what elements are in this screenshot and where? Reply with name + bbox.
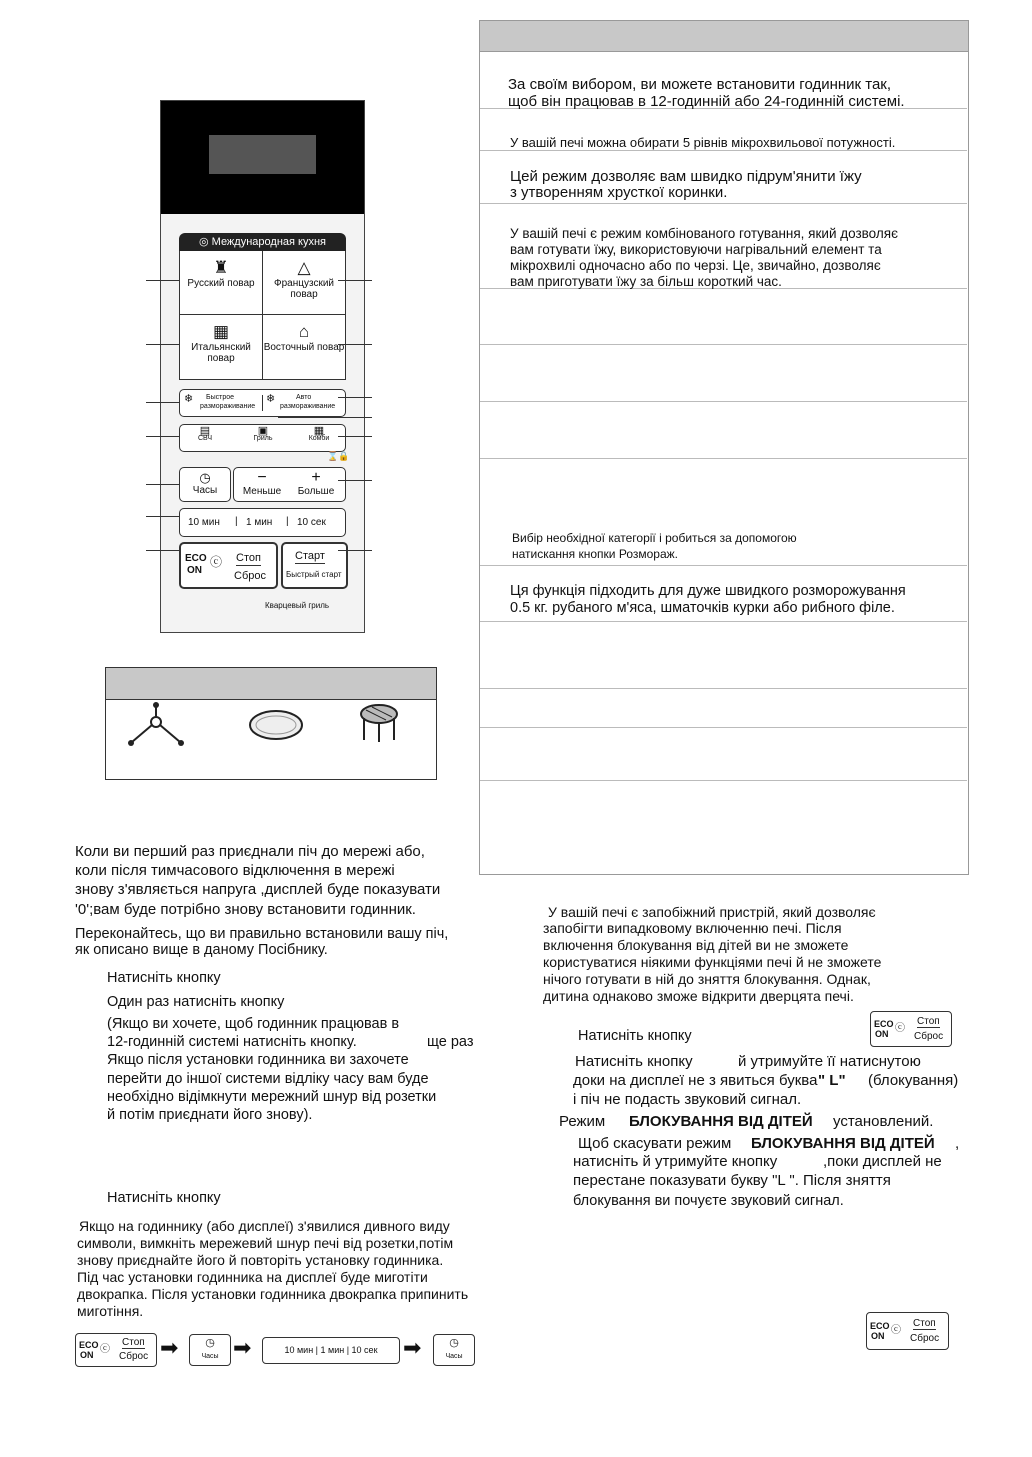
kremlin-icon: ♜ bbox=[213, 258, 229, 277]
intro-text-3: знову з'являється напруга ,дисплей буде показувати bbox=[75, 881, 441, 898]
clock-system-text-2: щоб він працював в 12-годинній або 24-годинній системі. bbox=[508, 93, 905, 110]
minus-button[interactable]: − Меньше bbox=[236, 470, 288, 498]
unlock-eco-icon: ⓒ bbox=[891, 1325, 901, 1336]
roller-ring-icon bbox=[126, 702, 186, 750]
grill-text: Цей режим дозволяє вам швидко підрум'янити їжу bbox=[510, 168, 862, 185]
microwave-button[interactable]: ▤ СВЧ bbox=[190, 427, 220, 443]
lock-intro-1: У вашій печі є запобіжний пристрій, який дозволяє bbox=[548, 904, 876, 920]
combi-text-3: мікрохвилі одночасно або по черзі. Це, звичайно, дозволяє bbox=[510, 258, 881, 273]
lock-cancel-d: натисніть й утримуйте кнопку bbox=[573, 1153, 778, 1170]
microwave-icon: ▤ bbox=[199, 425, 211, 437]
mosque-icon: ⌂ bbox=[298, 322, 310, 341]
start-button[interactable]: Старт Быстрый старт bbox=[281, 542, 348, 589]
lock-cancel-c: , bbox=[955, 1135, 960, 1152]
snowflake-icon: ❄ bbox=[184, 393, 194, 405]
italian-chef-button[interactable]: ▦ Итальянский повар bbox=[180, 315, 262, 378]
step2-text: Один раз натисніть кнопку bbox=[107, 994, 285, 1010]
lock-step2-c: доки на дисплеї не з явиться буква bbox=[573, 1072, 818, 1089]
lock-intro-3: включення блокування від дітей ви не зможете bbox=[543, 937, 849, 953]
lock-intro-2: запобігти випадковому включенню печі. Після bbox=[543, 920, 842, 936]
note-text-6: необхідно відімкнути мережний шнур від розетки bbox=[107, 1089, 437, 1105]
combi-text-2: вам готувати їжу, використовуючи нагрівальний елемент та bbox=[510, 242, 882, 257]
arrow-icon-1: ➡ bbox=[160, 1335, 179, 1360]
seq-clock-icon: ◷ bbox=[205, 1337, 215, 1349]
note-text-4: Якщо після установки годинника ви захочете bbox=[107, 1052, 409, 1068]
seq-time-row[interactable]: 10 мин | 1 мин | 10 сек bbox=[262, 1337, 400, 1364]
cuisine-header: ◎ Международная кухня bbox=[179, 233, 346, 251]
control-panel bbox=[160, 100, 365, 633]
note-text-3: ще раз bbox=[427, 1034, 474, 1050]
clock-icon: ◷ bbox=[199, 470, 211, 485]
seq-eco-icon: ⓒ bbox=[100, 1344, 110, 1355]
lock-intro-4: користуватися ніякими функціями печі й не зможете bbox=[543, 954, 882, 970]
lock-step2-b: й утримуйте її натиснутою bbox=[738, 1053, 921, 1070]
combi-icon: ▦ bbox=[313, 425, 325, 437]
note-text-2: 12-годинній системі натисніть кнопку. bbox=[107, 1034, 357, 1050]
intro-text-4: '0';вам буде потрібно знову встановити годинник. bbox=[75, 901, 416, 918]
lock-cancel-g: блокування ви почуєте звуковий сигнал. bbox=[573, 1193, 844, 1209]
accessories-table bbox=[105, 667, 437, 780]
display-screen bbox=[209, 135, 316, 174]
panel-footer: Кварцевый гриль bbox=[265, 601, 330, 610]
grill-button[interactable]: ▣ Гриль bbox=[246, 427, 280, 443]
defrost-category-text: Вибір необхідної категорії і робиться за допомогою bbox=[512, 531, 797, 545]
lock-eco-icon: ⓒ bbox=[895, 1023, 905, 1034]
combi-text: У вашій печі є режим комбінованого готування, який дозволяє bbox=[510, 226, 898, 241]
globe-icon: ◎ bbox=[198, 236, 209, 248]
fast-defrost-text-2: 0.5 кг. рубаного м'яса, шматочків курки або рибного філе. bbox=[510, 600, 895, 616]
grill-icon: ▣ bbox=[257, 425, 269, 437]
seq-eco-stop-button[interactable]: ECO ON ⓒ Стоп Сброс bbox=[75, 1333, 157, 1367]
lock-set-b: БЛОКУВАННЯ ВІД ДІТЕЙ bbox=[629, 1113, 813, 1130]
eco-icon: ⓒ bbox=[210, 555, 223, 569]
minus-icon: − bbox=[257, 469, 267, 486]
lock-cancel-f: перестане показувати букву "L ". Після зняття bbox=[573, 1172, 891, 1189]
check-text-1: Переконайтесь, що ви правильно встановили вашу піч, bbox=[75, 926, 449, 942]
cuisine-grid bbox=[179, 251, 346, 380]
unlock-eco-stop-button[interactable]: ECO ON ⓒ Стоп Сброс bbox=[866, 1312, 949, 1350]
power-levels-text: У вашій печі можна обирати 5 рівнів мікрохвильової потужності. bbox=[510, 135, 896, 150]
eco-stop-button[interactable]: ECO ON ⓒ Стоп Сброс bbox=[179, 542, 278, 589]
french-chef-button[interactable]: △ Французский повар bbox=[263, 251, 345, 314]
intro-text-1: Коли ви перший раз приєднали піч до мережі або, bbox=[75, 843, 425, 860]
lock-step1: Натисніть кнопку bbox=[578, 1028, 692, 1044]
intro-text-2: коли після тимчасового відключення в мережі bbox=[75, 862, 395, 879]
minus-plus-row bbox=[233, 467, 346, 502]
note-text-7: й потім приєднати його знову). bbox=[107, 1107, 313, 1123]
warn-text-1: Якщо на годиннику (або дисплеї) з'явилися дивного виду bbox=[79, 1218, 450, 1234]
lock-cancel-b: БЛОКУВАННЯ ВІД ДІТЕЙ bbox=[751, 1135, 935, 1152]
lock-cancel-e: ,поки дисплей не bbox=[823, 1153, 942, 1170]
combi-button[interactable]: ▦ Комби bbox=[302, 427, 336, 443]
oriental-chef-button[interactable]: ⌂ Восточный повар bbox=[263, 322, 345, 353]
one-min-button[interactable]: 1 мин bbox=[246, 517, 273, 528]
ten-sec-button[interactable]: 10 сек bbox=[297, 517, 326, 528]
time-row: 10 мин | 1 мин | 10 сек bbox=[179, 508, 346, 537]
lock-set-a: Режим bbox=[559, 1113, 606, 1130]
lock-hourglass-icon: ⌛🔒 bbox=[327, 451, 350, 461]
step1-text: Натисніть кнопку bbox=[107, 970, 221, 986]
defrost-category-text-2: натискання кнопки Розмораж. bbox=[512, 547, 678, 561]
grill-rack-icon bbox=[356, 702, 402, 746]
warn-text-2: символи, вимкніть мережевий шнур печі від розетки,потім bbox=[77, 1235, 454, 1251]
warn-text-5: двокрапка. Після установки годинника двокрапка припинить bbox=[77, 1286, 469, 1302]
mode-row bbox=[179, 424, 346, 452]
note-text-1: (Якщо ви хочете, щоб годинник працював в bbox=[107, 1016, 400, 1032]
auto-snowflake-icon: ❄ bbox=[266, 393, 276, 405]
arrow-icon-2: ➡ bbox=[233, 1335, 252, 1360]
seq-clock-button[interactable]: ◷ Часы bbox=[189, 1334, 231, 1366]
turntable-icon bbox=[248, 708, 304, 742]
fast-defrost-button[interactable]: ❄ Быстрое размораживание bbox=[184, 393, 256, 410]
lock-step2-a: Натисніть кнопку bbox=[575, 1053, 693, 1070]
pisa-tower-icon: ▦ bbox=[212, 322, 230, 341]
russian-chef-button[interactable]: ♜ Русский повар bbox=[180, 251, 262, 314]
clock-button[interactable]: ◷ Часы bbox=[179, 467, 231, 502]
lock-eco-stop-button[interactable]: ECO ON ⓒ Стоп Сброс bbox=[870, 1011, 952, 1047]
seq-clock-icon-2: ◷ bbox=[449, 1337, 459, 1349]
fast-defrost-text: Ця функція підходить для дуже швидкого розморожування bbox=[510, 583, 906, 599]
lock-intro-5: нічого готувати в ній до зняття блокування. Однак, bbox=[543, 971, 871, 987]
eiffel-tower-icon: △ bbox=[297, 258, 311, 277]
auto-defrost-button[interactable]: ❄ Авто размораживание bbox=[266, 393, 336, 410]
features-table-header bbox=[480, 21, 968, 52]
note-text-5: перейти до іншої системи відліку часу вам буде bbox=[107, 1071, 429, 1087]
lock-cancel-a: Щоб скасувати режим bbox=[578, 1135, 732, 1152]
lock-step2-d: " L" bbox=[818, 1072, 846, 1089]
warn-text-3: знову приєднайте його й повторіть установку годинника. bbox=[77, 1252, 444, 1268]
check-text-2: як описано вище в даному Посібнику. bbox=[75, 942, 328, 958]
seq-clock-button-2[interactable]: ◷ Часы bbox=[433, 1334, 475, 1366]
display-area bbox=[161, 101, 364, 214]
plus-icon: + bbox=[311, 469, 321, 486]
lock-step2-f: і піч не подасть звуковий сигнал. bbox=[573, 1091, 802, 1108]
combi-text-4: вам приготувати їжу за більш короткий час. bbox=[510, 274, 782, 289]
lock-step2-e: (блокування) bbox=[868, 1072, 959, 1089]
defrost-row bbox=[179, 389, 346, 417]
accessories-header bbox=[106, 668, 436, 700]
step3-text: Натисніть кнопку bbox=[107, 1190, 221, 1206]
lock-intro-6: дитина однаково зможе відкрити дверцята печі. bbox=[543, 988, 854, 1004]
lock-set-c: установлений. bbox=[833, 1113, 934, 1130]
plus-button[interactable]: + Больше bbox=[290, 470, 342, 498]
warn-text-4: Під час установки годинника на дисплеї буде миготіти bbox=[77, 1269, 428, 1285]
grill-text-2: з утворенням хрусткої коринки. bbox=[510, 184, 728, 201]
clock-system-text: За своїм вибором, ви можете встановити годинник так, bbox=[508, 76, 892, 93]
arrow-icon-3: ➡ bbox=[403, 1335, 422, 1360]
warn-text-6: миготіння. bbox=[77, 1303, 144, 1319]
ten-min-button[interactable]: 10 мин bbox=[188, 517, 220, 528]
